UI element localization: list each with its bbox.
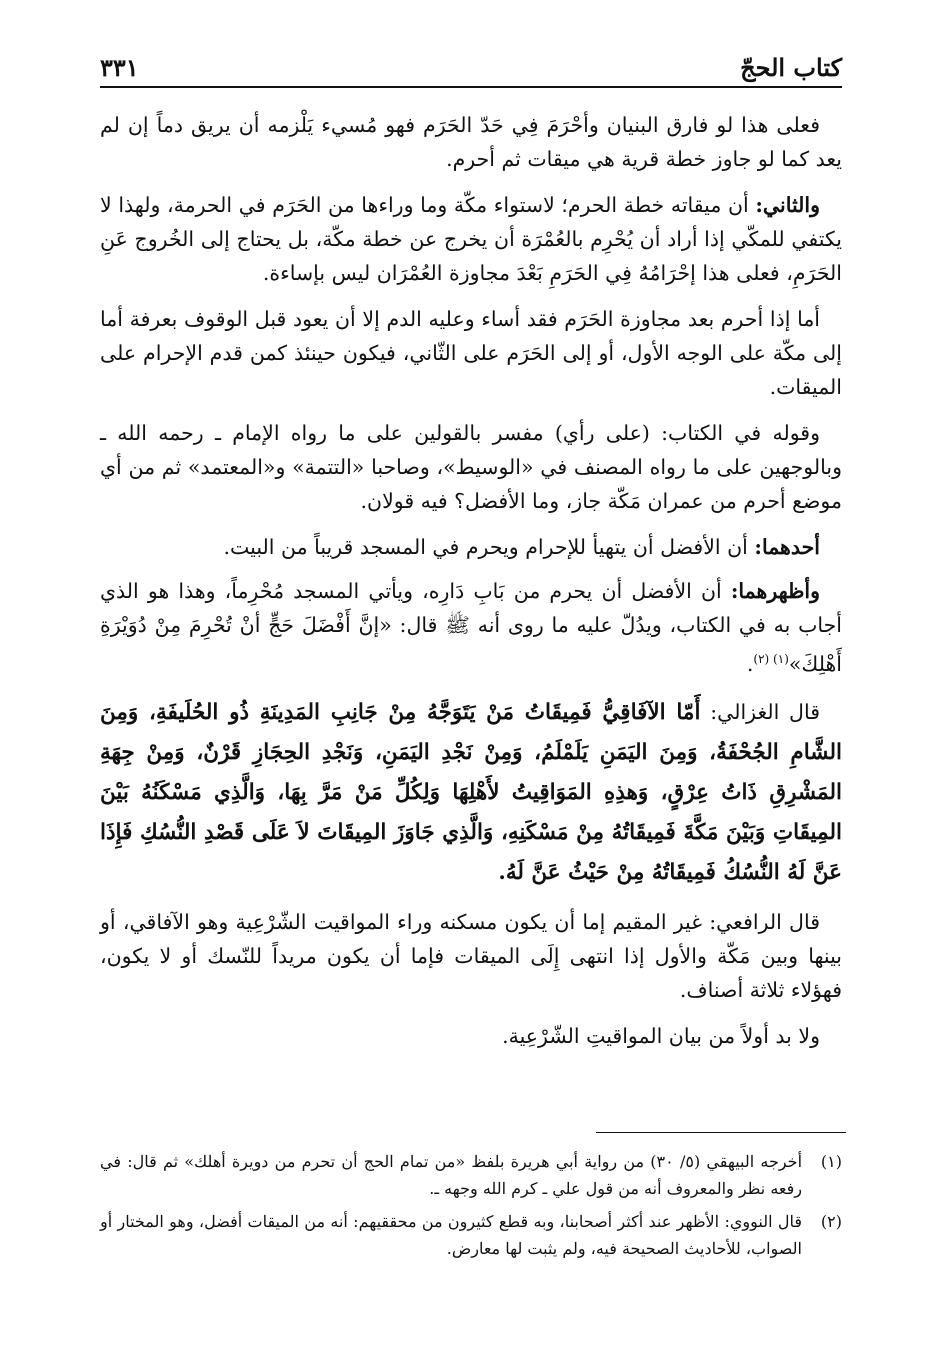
footnote-refs: (١) (٢) (753, 652, 789, 666)
paragraph-2-text: أن ميقاته خطة الحرم؛ لاستواء مكّة وما وراءها من الحَرَم في الحرمة، ولهذا لا يكتفي للمكّي إذا أراد أن يُحْرِم بالعُمْرَة أن يخرج عن خطة مكّة، بل يحتاج إلى الخُروج عَنِ الحَرَمِ، فعلى هذا إحْرَامُهُ فِي الحَرَمِ بَعْدَ مجاوزة العُمْرَان ليس بإساءة. (100, 193, 842, 285)
footnote-1 (100, 1148, 842, 1202)
paragraph-6-lead: وأظهرهما: (730, 579, 820, 603)
footnotes (100, 1148, 842, 1268)
paragraph-5 (100, 530, 842, 564)
paragraph-5-text: أن الأفضل أن يتهيأ للإحرام ويحرم في المسجد قريباً من البيت. (223, 535, 755, 559)
ghazali-quote: أَمّا الآفَاقِيُّ فَمِيقَاتُ مَنْ يَتَوَجَّهُ مِنْ جَانِبِ المَدِينَةِ ذُو الحُلَيفَةِ، وَمِنَ الشَّامِ الجُحْفَةُ، وَمِنَ اليَمَنِ يَلَمْلَمُ، وَمِنْ نَجْدِ اليَمَنِ، وَنَجْدِ الحِجَازِ قَرْنٌ، وَمِنْ جِهَةِ المَشْرِقِ ذَاتُ عِرْقٍ، وَهذِهِ المَوَاقِيتُ لأَهْلِهَا وَلِكُلِّ مَنْ مَرَّ بِهَا، وَالَّذِي مَسْكَنُهُ بَيْنَ المِيقَاتِ وَبَيْنَ مَكَّةَ فَمِيقَاتُهُ مِنْ مَسْكَنِهِ، وَالَّذِي جَاوَزَ المِيقَاتَ لاَ عَلَى قَصْدِ النُّسُكِ فَإِذَا عَنَّ لَهُ النُّسُكُ فَمِيقَاتُهُ مِنْ حَيْثُ عَنَّ لَهُ. (100, 699, 842, 885)
main-text (100, 108, 842, 1065)
paragraph-4: وقوله في الكتاب: (على رأي) مفسر بالقولين على ما رواه الإمام ـ رحمه الله ـ وبالوجهين على ما رواه المصنف في «الوسيط»، وصاحبا «التتمة» و«المعتمد» ثم من أي موضع أحرم من عمران مَكّة جاز، وما الأفضل؟ فيه قولان. (100, 421, 842, 513)
paragraph-2-lead: والثاني: (755, 193, 820, 217)
paragraph-3: أما إذا أحرم بعد مجاوزة الحَرَم فقد أساء وعليه الدم إلا أن يعود قبل الوقوف بعرفة أما إلى مكّة على الوجه الأول، أو إلى الحَرَم على الثّاني، فيكون حينئذ كمن قدم الإحرام على الميقات. (100, 307, 842, 399)
paragraph-6-text: أن الأفضل أن يحرم من بَابِ دَارِه، ويأتي المسجد مُحْرِماً، وهذا هو الذي أجاب به في الكتاب، ويدُلّ عليه ما روى أنه ﷺ قال: «إنَّ أَفْضَلَ حَجٍّ أنْ تُحْرِمَ مِنْ دُوَيْرَةِ أَهْلِكَ» (100, 579, 842, 676)
paragraph-9: ولا بد أولاً من بيان المواقيتِ الشّرْعِية. (502, 1023, 820, 1048)
footnote-2-text: قال النووي: الأظهر عند أكثر أصحابنا، وبه قطع كثيرون من محققيهم: أنه من الميقات أفضل، وهو المختار أو الصواب، للأحاديث الصحيحة فيه، ولم يثبت لها معارض. (100, 1212, 802, 1258)
paragraph-2 (100, 188, 842, 290)
paragraph-1: فعلى هذا لو فارق البنيان وأحْرَمَ فِي حَدّ الحَرَم فهو مُسيء يَلْزمه أن يريق دماً إن لم يعد كما لو جاوز خطة قرية هي ميقات ثم أحرم. (100, 113, 842, 171)
paragraph-5-lead: أحدهما: (754, 535, 820, 559)
ghazali-quote-paragraph (100, 693, 842, 893)
running-title: كتاب الحجّ (740, 53, 842, 82)
footnote-separator (596, 1132, 846, 1133)
footnote-1-number: (١) (820, 1152, 842, 1171)
page-header (100, 48, 842, 88)
ghazali-lead: قال الغزالي: (700, 699, 820, 724)
paragraph-6: وأظهرهما: أن الأفضل أن يحرم من بَابِ دَارِه، ويأتي المسجد مُحْرِماً، وهذا هو الذي أجاب به في الكتاب، ويدُلّ عليه ما روى أنه ﷺ قال: «إنَّ أَفْضَلَ حَجٍّ أنْ تُحْرِمَ مِنْ دُوَيْرَةِ أَهْلِكَ»$^{(١) (٢)}$. (100, 579, 842, 676)
paragraph-8: قال الرافعي: غير المقيم إما أن يكون مسكنه وراء المواقيت الشّرْعِية وهو الآفاقي، أو بينها وبين مَكّة والأول إذا انتهى إِلَى الميقات فإما أن يكون مريداً للنّسك أو لا يكون، فهؤلاء ثلاثة أصناف. (100, 909, 842, 1002)
page-number: ٣٣١ (100, 53, 139, 82)
footnote-2 (100, 1208, 842, 1262)
footnote-1-text: أخرجه البيهقي (٥/ ٣٠) من رواية أبي هريرة بلفظ «من تمام الحج أن تحرم من دويرة أهلك» ثم قال: في رفعه نظر والمعروف أنه من قول علي ـ كرم الله وجهه ـ. (100, 1152, 803, 1198)
footnote-2-number: (٢) (820, 1212, 842, 1231)
